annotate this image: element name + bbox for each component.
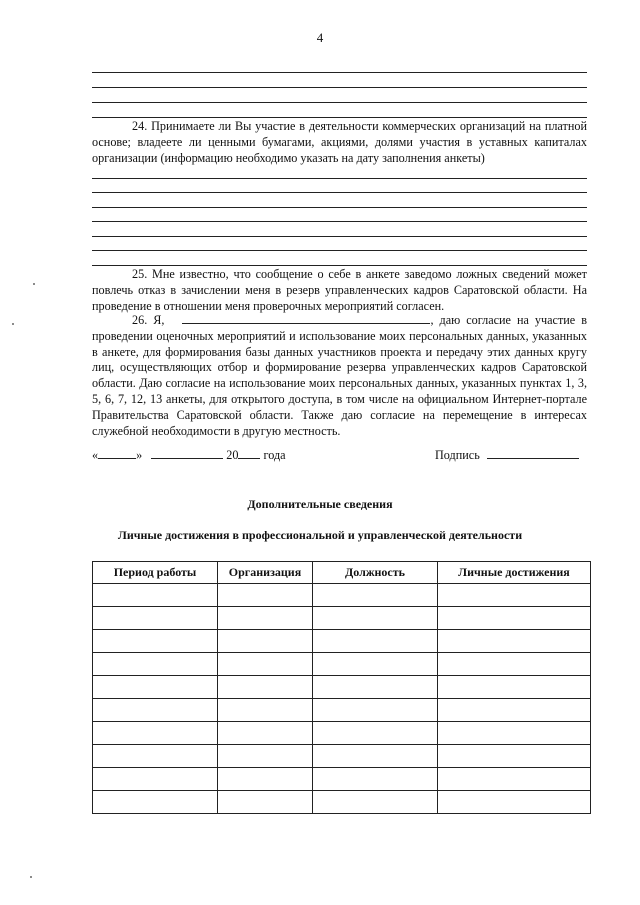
table-header-row <box>93 562 591 584</box>
month-blank[interactable] <box>151 448 223 459</box>
quote-open: « <box>92 448 99 462</box>
table-cell[interactable] <box>438 584 591 607</box>
table-cell[interactable] <box>438 630 591 653</box>
full-name-blank[interactable] <box>182 313 430 324</box>
table-row <box>93 745 591 768</box>
table-row <box>93 768 591 791</box>
scan-speck <box>12 323 14 325</box>
section-title: Дополнительные сведения <box>247 497 393 511</box>
table-cell[interactable] <box>218 699 313 722</box>
table-cell[interactable] <box>438 722 591 745</box>
statement-25 <box>92 267 587 314</box>
table-cell[interactable] <box>438 653 591 676</box>
question-24 <box>92 119 587 166</box>
year-prefix: 20 <box>226 448 239 462</box>
table-cell[interactable] <box>438 745 591 768</box>
table-cell[interactable] <box>93 584 218 607</box>
table-cell[interactable] <box>93 791 218 814</box>
table-cell[interactable] <box>438 768 591 791</box>
answer-line[interactable] <box>92 117 587 118</box>
section-subtitle: Личные достижения в профессиональной и управленческой деятельности <box>117 528 523 542</box>
achievements-table <box>92 561 591 814</box>
signature-field <box>435 448 579 463</box>
answer-line[interactable] <box>92 72 587 73</box>
answer-line[interactable] <box>92 265 587 266</box>
answer-line[interactable] <box>92 221 587 222</box>
table-body <box>93 584 591 814</box>
answer-line[interactable] <box>92 250 587 251</box>
table-cell[interactable] <box>218 676 313 699</box>
table-cell[interactable] <box>93 607 218 630</box>
answer-line[interactable] <box>92 192 587 193</box>
table-row <box>93 791 591 814</box>
signature-blank[interactable] <box>487 448 579 459</box>
table-cell[interactable] <box>313 722 438 745</box>
table-row <box>93 630 591 653</box>
column-header: Организация <box>218 562 313 584</box>
table-cell[interactable] <box>438 791 591 814</box>
answer-line[interactable] <box>92 207 587 208</box>
consent-26-text: в проведении оценочных мероприятий и использование моих персональных данных, указанных в анкете, для формирования базы данных участников проекта и передачу этих данных кругу лиц, осуществляющих отбор и формирование резерва управленческих кадров Саратовской области. Даю согласие на использование моих персональных данных, указанных пунктах 1, 3, 5, 6, 7, 12, 13 анкеты, для открытого доступа, в том числе на официальном Интернет-портале Правительства Саратовской области. Также даю согласие на перемещение в интересах служебной необходимости в другую местность. <box>92 313 587 438</box>
column-header: Личные достижения <box>438 562 591 584</box>
page-number: 4 <box>316 30 324 45</box>
table-cell[interactable] <box>218 607 313 630</box>
consent-26 <box>92 313 587 439</box>
signature-label: Подпись <box>435 448 480 462</box>
column-header: Должность <box>313 562 438 584</box>
table-cell[interactable] <box>218 791 313 814</box>
table-cell[interactable] <box>218 768 313 791</box>
answer-line[interactable] <box>92 178 587 179</box>
table-row <box>93 653 591 676</box>
quote-close: » <box>136 448 143 462</box>
table-cell[interactable] <box>313 584 438 607</box>
table-cell[interactable] <box>93 768 218 791</box>
table-row <box>93 584 591 607</box>
table-cell[interactable] <box>313 676 438 699</box>
scan-speck <box>33 283 35 285</box>
table-cell[interactable] <box>93 722 218 745</box>
question-24-text: Принимаете ли Вы участие в деятельности коммерческих организаций на платной основе; владеете ли ценными бумагами, акциями, долями участия в уставных капиталах организации (информацию необходимо указать на дату заполнения анкеты) <box>92 119 587 165</box>
statement-25-text: 25. Мне известно, что сообщение о себе в анкете заведомо ложных сведений может повлечь отказ в зачислении меня в резерв управленческих кадров Саратовской области. На проведение в отношении меня проверочных мероприятий согласен. <box>92 267 587 313</box>
table-cell[interactable] <box>93 699 218 722</box>
table-cell[interactable] <box>313 699 438 722</box>
answer-line[interactable] <box>92 102 587 103</box>
date-line <box>92 448 286 463</box>
table-cell[interactable] <box>93 676 218 699</box>
table-cell[interactable] <box>93 630 218 653</box>
consent-26-prefix: 26. Я, <box>132 313 165 327</box>
table-cell[interactable] <box>313 607 438 630</box>
scan-speck <box>30 876 32 878</box>
table-row <box>93 607 591 630</box>
consent-26-after-blank: , даю согласие на участие <box>430 313 576 327</box>
table-cell[interactable] <box>313 630 438 653</box>
table-cell[interactable] <box>313 768 438 791</box>
table-cell[interactable] <box>313 791 438 814</box>
question-24-number: 24. <box>132 119 148 133</box>
table-row <box>93 676 591 699</box>
column-header: Период работы <box>93 562 218 584</box>
table-cell[interactable] <box>93 745 218 768</box>
table-cell[interactable] <box>313 745 438 768</box>
answer-line[interactable] <box>92 87 587 88</box>
table-cell[interactable] <box>218 745 313 768</box>
table-cell[interactable] <box>218 653 313 676</box>
table-cell[interactable] <box>93 653 218 676</box>
table-cell[interactable] <box>218 584 313 607</box>
table-cell[interactable] <box>313 653 438 676</box>
table-cell[interactable] <box>438 699 591 722</box>
table-cell[interactable] <box>218 630 313 653</box>
table-cell[interactable] <box>438 607 591 630</box>
table-cell[interactable] <box>438 676 591 699</box>
table-row <box>93 699 591 722</box>
day-blank[interactable] <box>98 448 136 459</box>
table-row <box>93 722 591 745</box>
year-blank[interactable] <box>238 448 260 459</box>
year-label: года <box>263 448 286 462</box>
table-cell[interactable] <box>218 722 313 745</box>
answer-line[interactable] <box>92 236 587 237</box>
